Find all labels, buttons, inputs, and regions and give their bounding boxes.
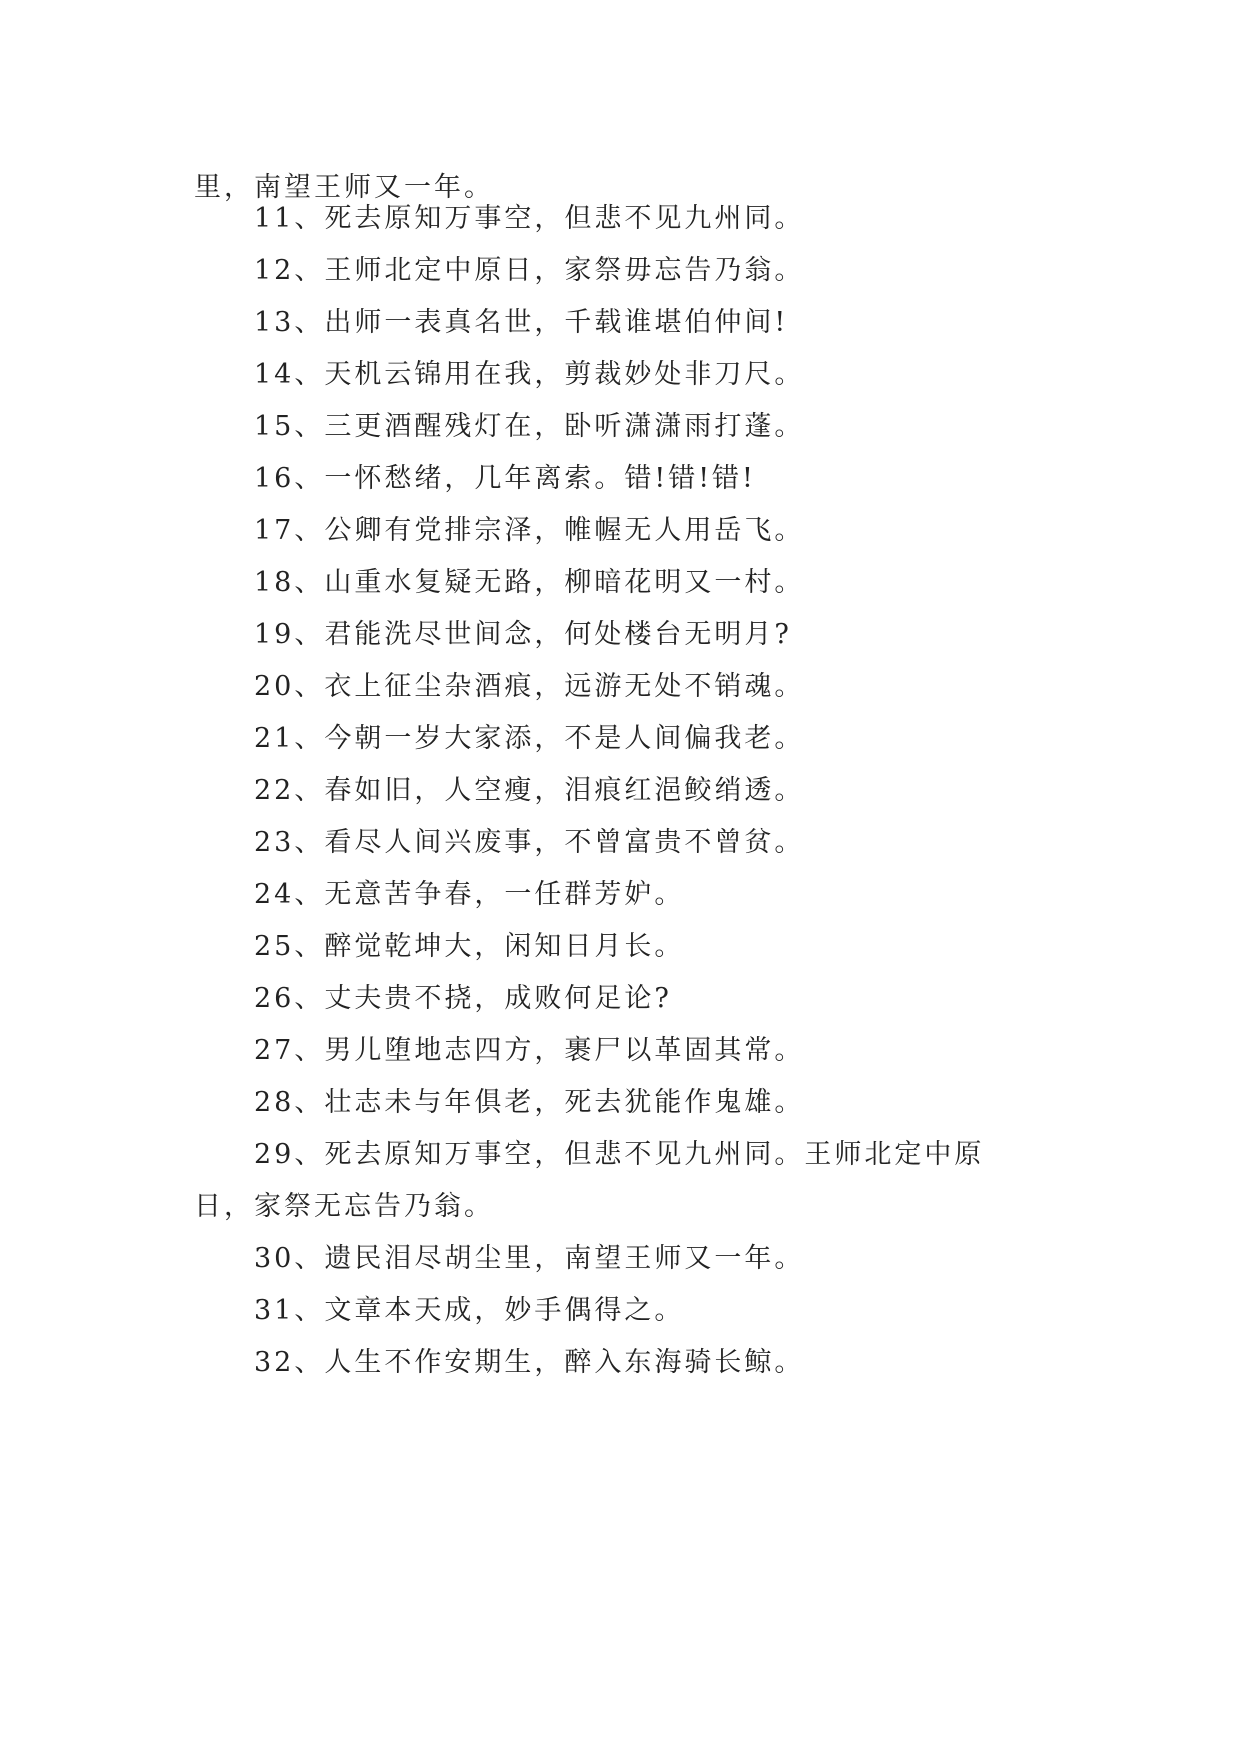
text-line: 24、无意苦争春，一任群芳妒。: [254, 879, 685, 910]
text-line: 12、王师北定中原日，家祭毋忘告乃翁。: [254, 255, 805, 286]
text-line: 28、壮志未与年俱老，死去犹能作鬼雄。: [254, 1087, 805, 1118]
text-line: 21、今朝一岁大家添，不是人间偏我老。: [254, 723, 805, 754]
text-line: 25、醉觉乾坤大，闲知日月长。: [254, 931, 685, 962]
text-line: 22、春如旧，人空瘦，泪痕红浥鲛绡透。: [254, 775, 805, 806]
text-line: 日，家祭无忘告乃翁。: [194, 1191, 494, 1222]
text-line: 13、出师一表真名世，千载谁堪伯仲间!: [254, 307, 789, 338]
text-line: 30、遗民泪尽胡尘里，南望王师又一年。: [254, 1243, 805, 1274]
text-line: 23、看尽人间兴废事，不曾富贵不曾贫。: [254, 827, 805, 858]
text-line: 20、衣上征尘杂酒痕，远游无处不销魂。: [254, 671, 805, 702]
text-line: 18、山重水复疑无路，柳暗花明又一村。: [254, 567, 805, 598]
text-line: 里，南望王师又一年。: [194, 172, 494, 203]
text-line: 15、三更酒醒残灯在，卧听潇潇雨打蓬。: [254, 411, 805, 442]
text-line: 32、人生不作安期生，醉入东海骑长鲸。: [254, 1347, 805, 1378]
text-line: 31、文章本天成，妙手偶得之。: [254, 1295, 685, 1326]
text-line: 14、天机云锦用在我，剪裁妙处非刀尺。: [254, 359, 805, 390]
text-line: 26、丈夫贵不挠，成败何足论?: [254, 983, 672, 1014]
text-line: 17、公卿有党排宗泽，帷幄无人用岳飞。: [254, 515, 805, 546]
text-line: 16、一怀愁绪，几年离索。错!错!错!: [254, 463, 756, 494]
text-line: 27、男儿堕地志四方，裹尸以革固其常。: [254, 1035, 805, 1066]
text-line: 19、君能洗尽世间念，何处楼台无明月?: [254, 619, 792, 650]
text-line: 11、死去原知万事空，但悲不见九州同。: [254, 203, 805, 234]
text-line: 29、死去原知万事空，但悲不见九州同。王师北定中原: [254, 1139, 985, 1170]
